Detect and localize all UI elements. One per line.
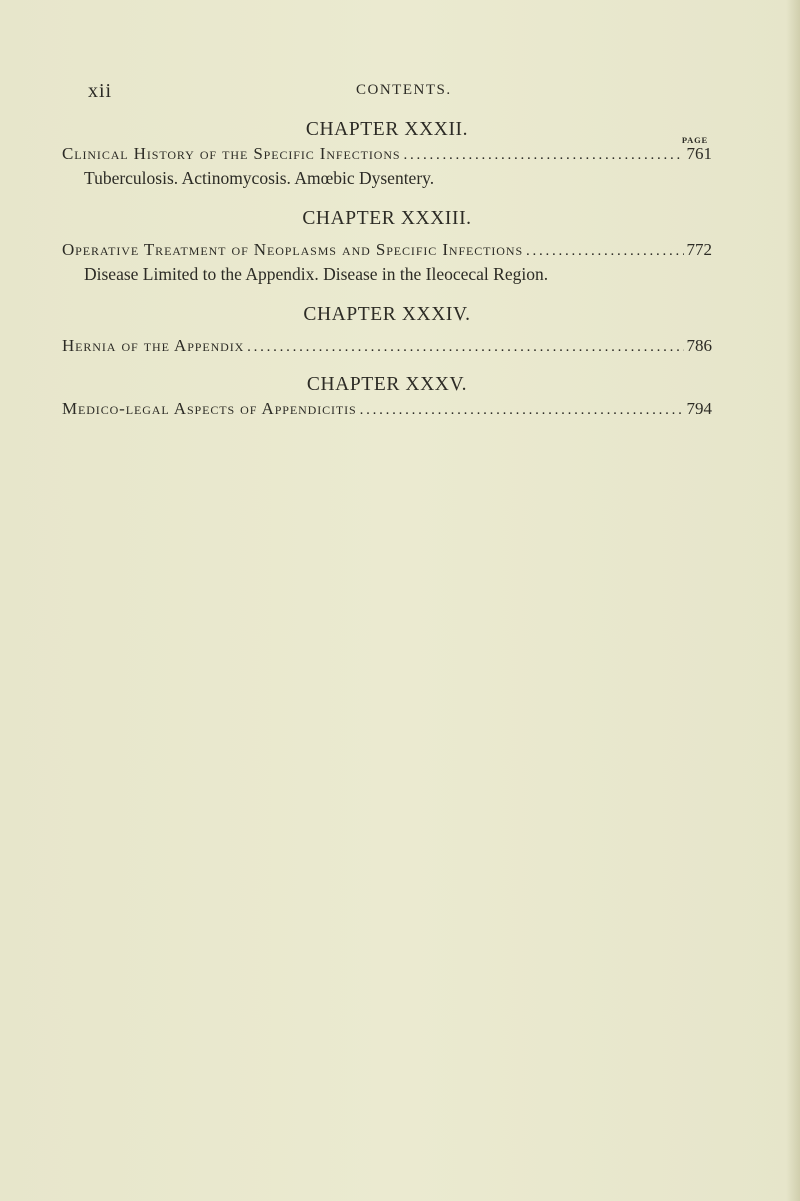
chapter-title: Operative Treatment of Neoplasms and Specific Infections <box>62 240 524 259</box>
page-edge-shadow <box>786 0 800 1201</box>
dot-leader <box>247 335 683 359</box>
chapter-page-number: 786 <box>686 336 712 355</box>
chapter-page-number: 772 <box>686 240 712 259</box>
running-title: CONTENTS. <box>356 82 452 98</box>
running-head <box>88 80 708 104</box>
chapter-subtopics: Tuberculosis. Actinomycosis. Amœbic Dysentery. <box>84 168 435 188</box>
chapter-heading <box>62 207 712 231</box>
table-of-contents <box>62 118 712 421</box>
dot-leader <box>526 239 683 263</box>
chapter-title: Clinical History of the Specific Infections <box>62 144 401 163</box>
chapter-number: CHAPTER XXXV. <box>306 374 468 395</box>
chapter-page-number: 794 <box>686 399 712 418</box>
chapter-number: CHAPTER XXXII. <box>305 119 469 140</box>
dot-leader <box>403 143 683 167</box>
chapter-title: Medico-legal Aspects of Appendicitis <box>62 399 357 418</box>
chapter-number: CHAPTER XXXIII. <box>302 208 472 229</box>
chapter-page-number: 761 <box>686 144 712 163</box>
chapter-subtopics: Disease Limited to the Appendix. Disease in the Ileocecal Region. <box>84 264 549 284</box>
chapter-heading <box>62 118 712 145</box>
chapter-title: Hernia of the Appendix <box>62 336 245 355</box>
toc-entry[interactable] <box>62 238 712 262</box>
dot-leader <box>360 398 684 422</box>
page-column-label: PAGE <box>681 135 708 145</box>
toc-entry[interactable] <box>62 334 712 358</box>
chapter-number: CHAPTER XXXIV. <box>303 304 471 325</box>
chapter-heading <box>62 373 712 397</box>
toc-entry[interactable] <box>62 142 712 166</box>
chapter-heading <box>62 303 712 327</box>
toc-entry[interactable] <box>62 397 712 421</box>
page-number: xii <box>88 80 113 102</box>
